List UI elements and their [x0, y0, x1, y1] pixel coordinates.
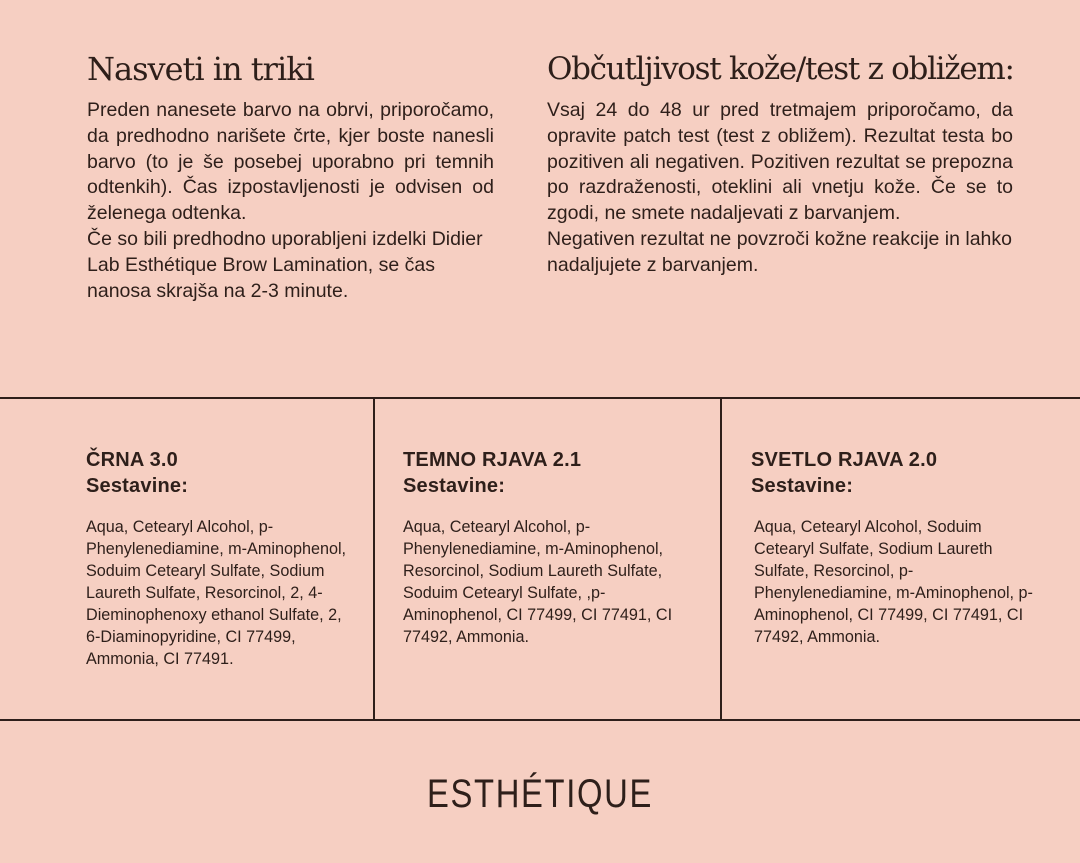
shade-name: SVETLO RJAVA 2.0 [751, 449, 938, 471]
patch-test-paragraph-2: Negativen rezultat ne povzroči kožne reakcije in lahko nadaljujete z barvanjem. [547, 227, 1013, 276]
patch-test-section [547, 48, 1013, 279]
shade-cell-light-brown [751, 447, 1046, 648]
table-column-divider-2 [720, 398, 722, 721]
ingredients-label: Sestavine: [403, 475, 506, 497]
shade-cell-dark-brown [403, 447, 698, 648]
ingredients-label: Sestavine: [86, 475, 189, 497]
table-bottom-divider [0, 719, 1080, 721]
ingredients-list: Aqua, Cetearyl Alcohol, p-Phenylenediamine, m-Aminophenol, Soduim Cetearyl Sulfate, Sodium Laureth Sulfate, Resorcinol, 2, 4-Dieminophenoxy ethanol Sulfate, 2, 6-Diaminopyridine, CI 77499, Ammonia, CI 77491. [86, 518, 347, 668]
ingredients-list: Aqua, Cetearyl Alcohol, Soduim Cetearyl Sulfate, Sodium Laureth Sulfate, Resorcinol, p-Phenylenediamine, m-Aminophenol, p-Aminophenol, CI 77499, CI 77491, CI 77492, Ammonia. [754, 518, 1033, 646]
table-column-divider-1 [373, 398, 375, 721]
ingredients-label: Sestavine: [751, 475, 854, 497]
ingredients-list: Aqua, Cetearyl Alcohol, p-Phenylenediamine, m-Aminophenol, Resorcinol, Sodium Laureth Sulfate, Soduim Cetearyl Sulfate, ,p-Aminophenol, CI 77499, CI 77491, CI 77492, Ammonia. [403, 518, 673, 646]
shade-name: TEMNO RJAVA 2.1 [403, 449, 582, 471]
brand-logo: ESTHÉTIQUE [427, 772, 653, 816]
patch-test-paragraph-1: Vsaj 24 do 48 ur pred tretmajem priporočamo, da opravite patch test (test z obližem). Rezultat testa bo pozitiven ali negativen. Pozitiven rezultat se prepozna po razdraženosti, oteklini ali vnetju kože. Če se to zgodi, ne smete nadaljevati z barvanjem. [547, 99, 1013, 225]
shade-name: ČRNA 3.0 [86, 449, 178, 471]
table-top-divider [0, 397, 1080, 399]
tips-section [87, 48, 494, 304]
tips-heading: Nasveti in triki [87, 50, 314, 88]
shade-cell-black [86, 447, 356, 670]
tips-paragraph-2: Če so bili predhodno uporabljeni izdelki Didier Lab Esthétique Brow Lamination, se čas nanosa skrajša na 2-3 minute. [87, 227, 483, 302]
tips-paragraph-1: Preden nanesete barvo na obrvi, priporočamo, da predhodno narišete črte, kjer boste nanesli barvo (to je še posebej uporabno pri temnih odtenkih). Čas izpostavljenosti je odvisen od želenega odtenka. [87, 99, 494, 225]
patch-test-heading: Občutljivost kože/test z obližem: [547, 51, 1014, 87]
